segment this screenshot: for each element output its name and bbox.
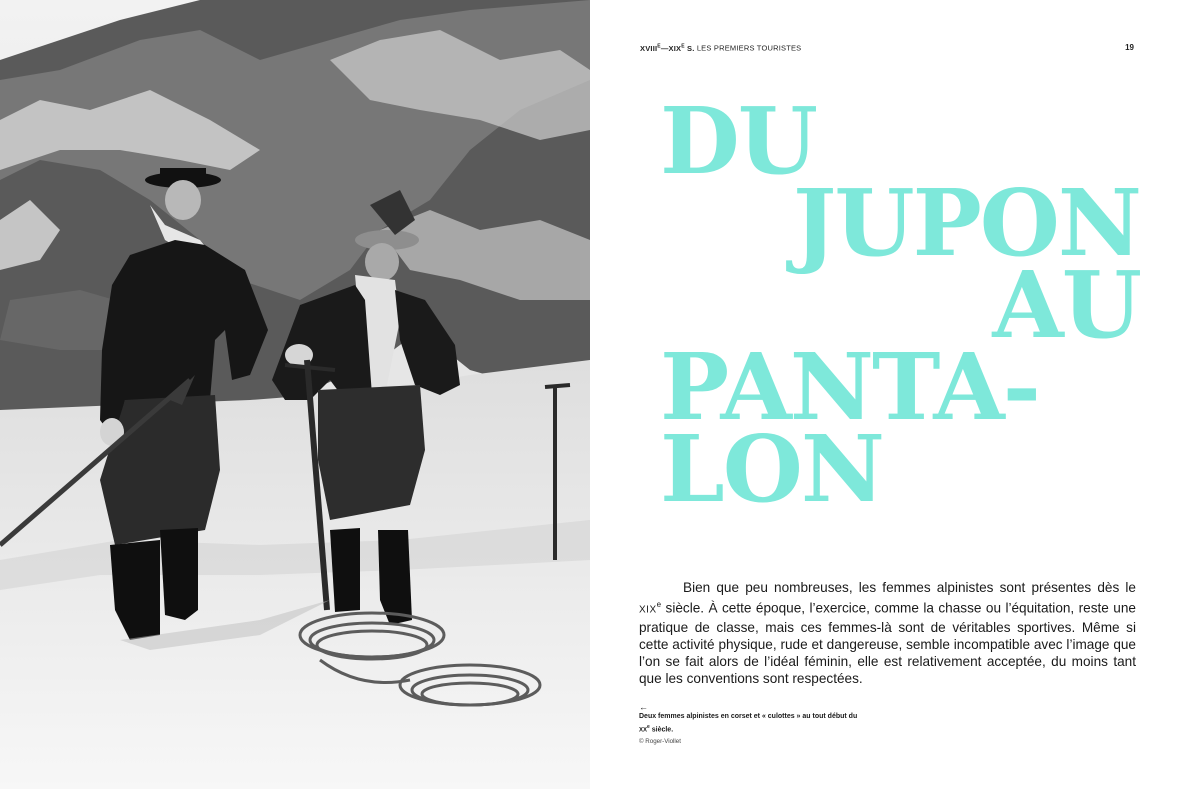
page-number: 19 — [1125, 43, 1134, 52]
title-line-1: DU — [660, 87, 817, 195]
title-line-2: JUPON — [792, 169, 1140, 277]
photo-illustration — [0, 0, 590, 789]
page-title — [660, 87, 1140, 523]
body-paragraph: Bien que peu nombreuses, les femmes alpinistes sont présentes dès le XIXe siècle. À cette époque, l’exercice, comme la chasse ou l’équitation, reste une pratique de classe, mais ces femmes-là sont de véritables sportives. Même si cette activité physique, rude et dangereuse, semble incompatible avec l’image que l’on se fait alors de l’idéal féminin, elle est relativement acceptée, du moins tant que les conventions sont respectées. — [639, 580, 1136, 686]
arrow-left-icon: ← — [639, 702, 648, 712]
photo-credit: © Roger-Viollet — [639, 738, 681, 746]
photograph — [0, 0, 590, 789]
title-line-3: AU — [992, 251, 1140, 359]
photo-caption — [639, 702, 859, 747]
caption-text: Deux femmes alpinistes en corset et « culottes » au tout début du XXe siècle. — [639, 713, 858, 734]
period-range: $XVIII^E—XIX^E$ S. — [640, 43, 695, 53]
title-line-5: LON — [660, 415, 883, 523]
section-title: LES PREMIERS TOURISTES — [694, 43, 802, 53]
title-line-4: PANTA- — [660, 333, 1039, 441]
running-head — [640, 43, 801, 53]
